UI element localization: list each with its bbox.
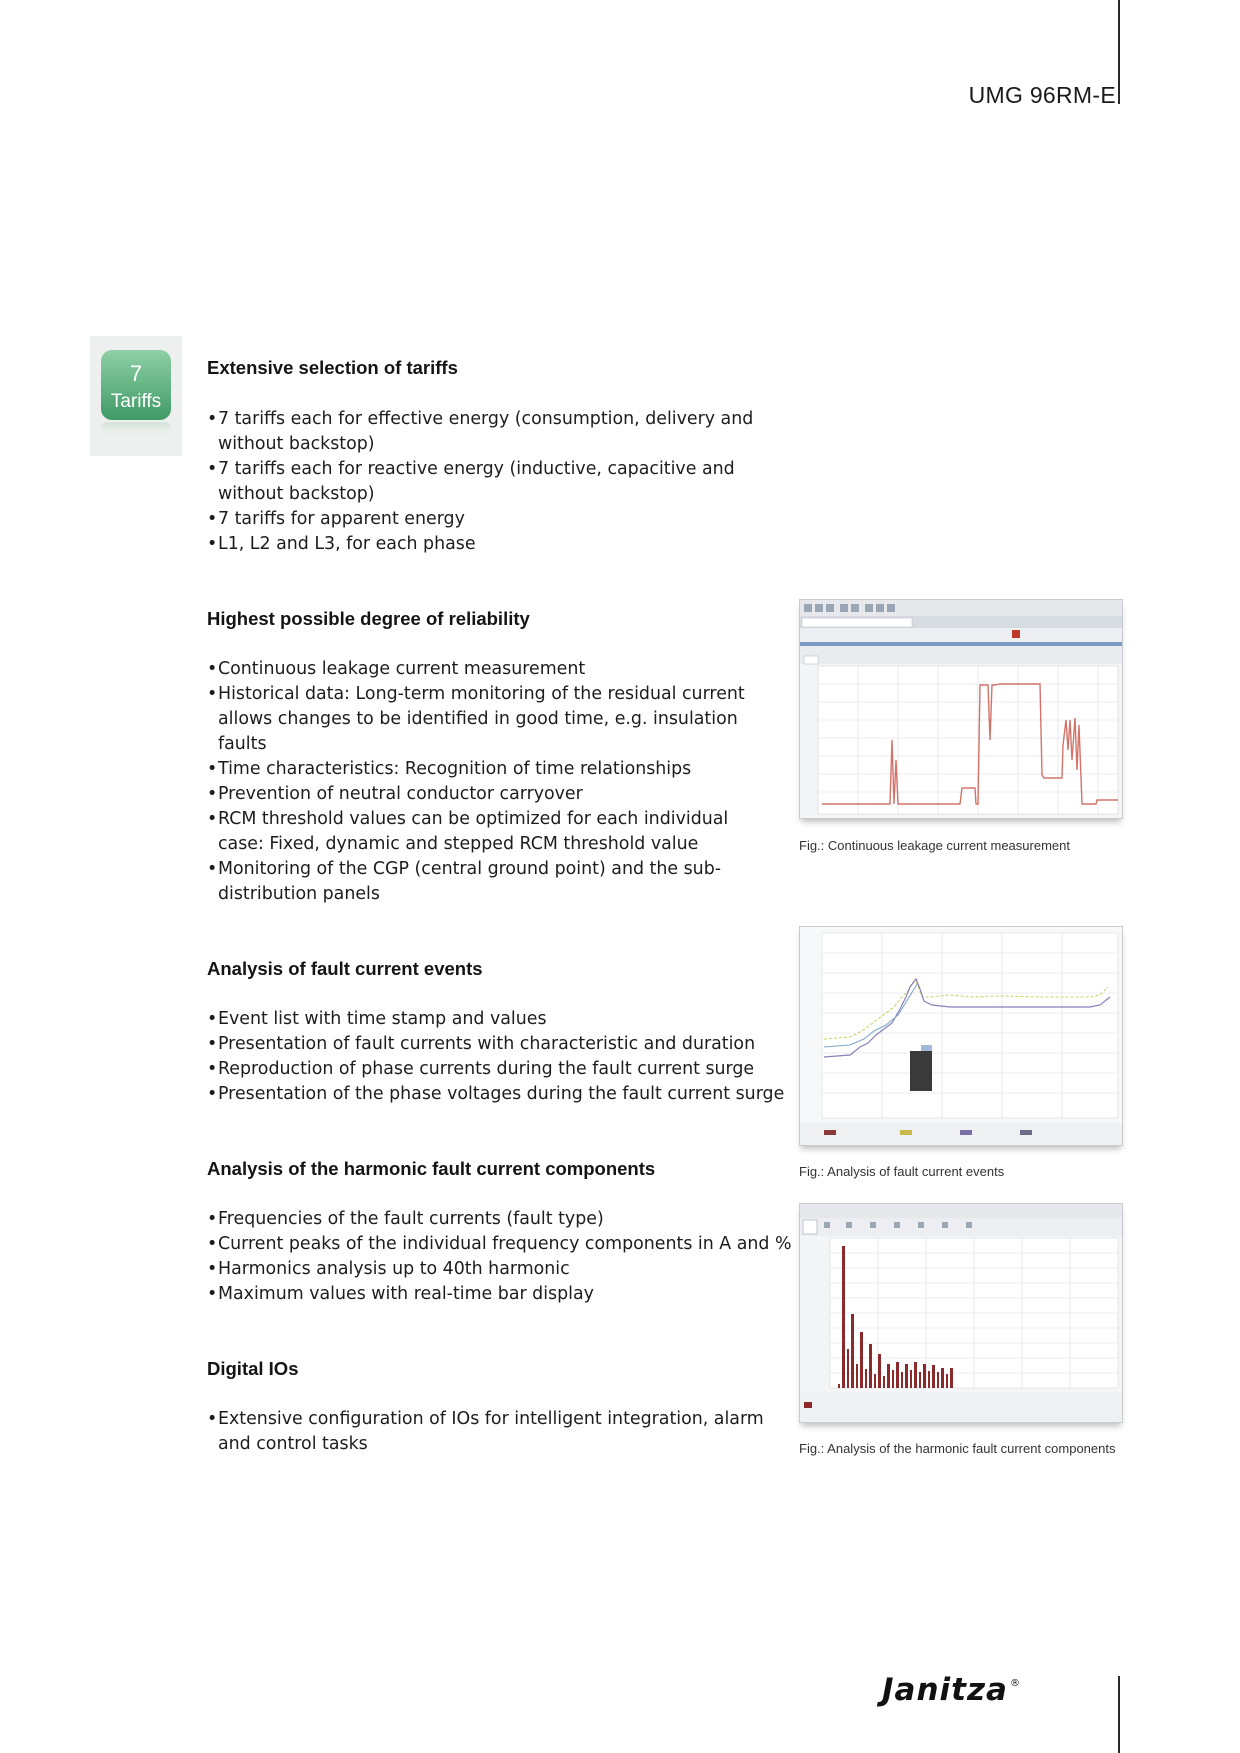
tariffs-badge-icon [90, 336, 182, 456]
footer-rule [1118, 1676, 1120, 1753]
list-item: • Historical data: Long-term monitoring of the residual current [207, 682, 745, 707]
header-rule [1118, 0, 1120, 104]
list-item-continuation: case: Fixed, dynamic and stepped RCM threshold value [218, 834, 699, 854]
tariffs-badge-label: Tariffs [110, 391, 162, 412]
list-item: • 7 tariffs each for effective energy (consumption, delivery and [207, 407, 753, 432]
list-item: • Presentation of the phase voltages during the fault current surge [207, 1082, 784, 1107]
list-item: • Maximum values with real-time bar display [207, 1282, 791, 1307]
list-item: • Event list with time stamp and values [207, 1007, 784, 1032]
list-item: • Extensive configuration of IOs for intelligent integration, alarm [207, 1407, 764, 1432]
section-title-digital-ios: Digital IOs [207, 1358, 299, 1379]
list-item: • 7 tariffs each for reactive energy (inductive, capacitive and [207, 457, 753, 482]
list-item: • Continuous leakage current measurement [207, 657, 745, 682]
list-item: • Monitoring of the CGP (central ground point) and the sub- [207, 857, 745, 882]
page-title: UMG 96RM-E [968, 82, 1116, 108]
list-item-continuation: and control tasks [218, 1434, 368, 1454]
list-item: • Reproduction of phase currents during the fault current surge [207, 1057, 784, 1082]
list-item: • Frequencies of the fault currents (fault type) [207, 1207, 791, 1232]
list-item-continuation: distribution panels [218, 884, 380, 904]
list-item: • Harmonics analysis up to 40th harmonic [207, 1257, 791, 1282]
figure-caption: Fig.: Analysis of fault current events [799, 1164, 1005, 1179]
bullet-list-fault-events [207, 1007, 784, 1107]
list-item: • Prevention of neutral conductor carryover [207, 782, 745, 807]
list-item: • L1, L2 and L3, for each phase [207, 532, 753, 557]
figure-caption: Fig.: Continuous leakage current measurement [799, 838, 1070, 853]
list-item-continuation: allows changes to be identified in good time, e.g. insulation [218, 709, 738, 729]
bullet-list-reliability [207, 657, 745, 907]
figure-leakage-current-screenshot [799, 599, 1123, 819]
bullet-list-tariffs [207, 407, 753, 557]
list-item-continuation: without backstop) [218, 484, 375, 504]
list-item-continuation: without backstop) [218, 434, 375, 454]
tariffs-badge-number: 7 [129, 361, 143, 386]
section-title-harmonics: Analysis of the harmonic fault current components [207, 1158, 656, 1179]
figure-fault-events-screenshot [799, 926, 1123, 1146]
list-item: • 7 tariffs for apparent energy [207, 507, 753, 532]
bullet-list-harmonics [207, 1207, 791, 1307]
janitza-logo: Janitza ® [882, 1672, 1021, 1708]
list-item: • Presentation of fault currents with characteristic and duration [207, 1032, 784, 1057]
section-title-tariffs: Extensive selection of tariffs [207, 357, 458, 378]
figure-caption: Fig.: Analysis of the harmonic fault current components [799, 1441, 1116, 1456]
list-item-continuation: faults [218, 734, 267, 754]
bullet-list-digital-ios [207, 1407, 764, 1457]
section-title-fault-events: Analysis of fault current events [207, 958, 483, 979]
list-item: • RCM threshold values can be optimized for each individual [207, 807, 745, 832]
list-item: • Time characteristics: Recognition of time relationships [207, 757, 745, 782]
figure-harmonics-screenshot [799, 1203, 1123, 1423]
list-item: • Current peaks of the individual frequency components in A and % [207, 1232, 791, 1257]
section-title-reliability: Highest possible degree of reliability [207, 608, 530, 629]
